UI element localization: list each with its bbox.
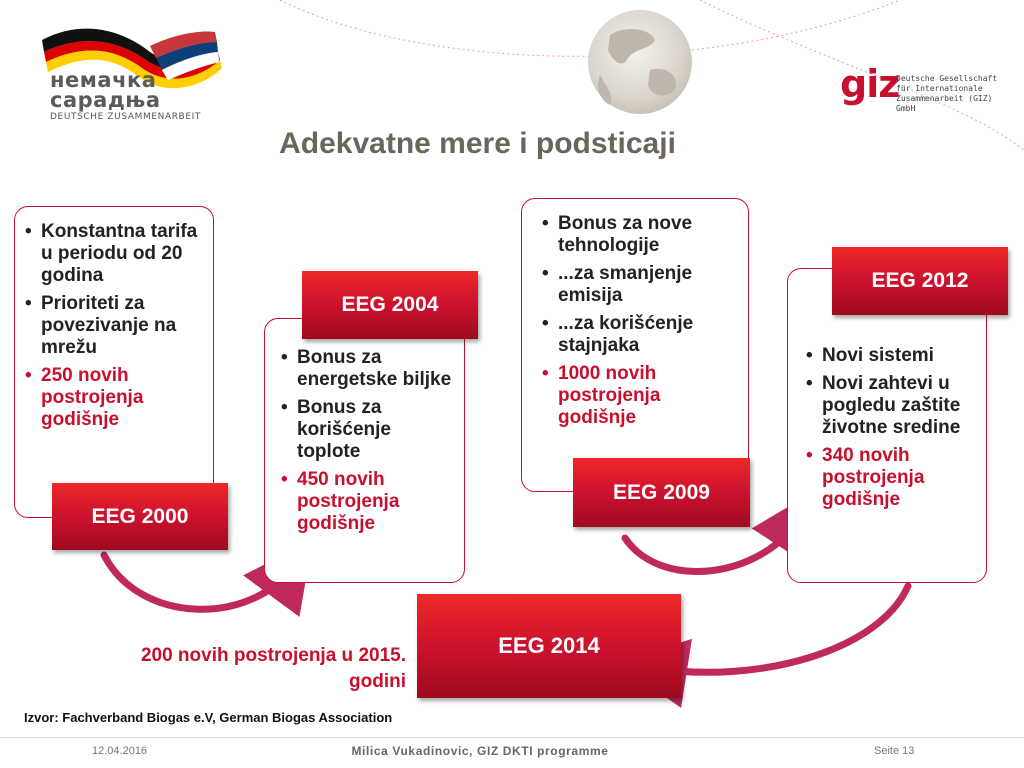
stage-label-eeg-2012: EEG 2012: [832, 247, 1008, 315]
footer-page-number: Seite 13: [874, 745, 915, 757]
logo-text-line1: немачка: [50, 68, 157, 92]
list-item: • Prioriteti za povezivanje na mrežu: [19, 293, 203, 359]
giz-name-line2: für Internationale: [896, 84, 983, 93]
logo-text-line3: DEUTSCHE ZUSAMMENARBEIT: [50, 112, 201, 122]
stage-box-eeg-2004: [264, 318, 465, 583]
list-item-highlight: • 1000 novih postrojenja godišnje: [536, 363, 740, 429]
giz-logo: [838, 62, 1008, 113]
arrow-2012-to-2014: [652, 586, 908, 672]
list-item: • Novi zahtevi u pogledu zaštite životne sredine: [800, 373, 980, 439]
list-item-highlight: • 250 novih postrojenja godišnje: [19, 365, 203, 431]
list-item: • Novi sistemi: [800, 345, 980, 367]
stage-box-eeg-2000: [14, 206, 214, 518]
list-item: • ...za smanjenje emisija: [536, 263, 740, 307]
stage-label-eeg-2004: EEG 2004: [302, 271, 478, 339]
stage-list-eeg-2004: [275, 347, 456, 535]
stage-label-eeg-2000: EEG 2000: [52, 483, 228, 550]
list-item: • Bonus za energetske biljke: [275, 347, 456, 391]
note-2015: 200 novih postrojenja u 2015. godini: [140, 645, 406, 692]
stage-label-eeg-2009: EEG 2009: [573, 458, 750, 527]
list-item: • Konstantna tarifa u periodu od 20 godina: [19, 221, 203, 287]
footer-divider: [0, 737, 1024, 738]
stage-box-eeg-2012: [787, 268, 987, 583]
stage-list-eeg-2012: [800, 345, 980, 511]
stage-box-eeg-2009: [521, 198, 749, 492]
giz-mark: giz: [840, 62, 900, 106]
globe-icon: [588, 10, 692, 114]
german-cooperation-logo: [38, 22, 228, 122]
stage-label-eeg-2014: EEG 2014: [417, 594, 681, 698]
list-item: • ...za korišćenje stajnjaka: [536, 313, 740, 357]
footer-author: Milica Vukadinovic, GIZ DKTI programme: [351, 744, 609, 758]
list-item-highlight: • 450 novih postrojenja godišnje: [275, 469, 456, 535]
source-note: Izvor: Fachverband Biogas e.V, German Biogas Association: [24, 710, 393, 725]
slide-title: Adekvatne mere i podsticaji: [279, 127, 676, 160]
giz-name: [896, 74, 1008, 114]
list-item: • Bonus za korišćenje toplote: [275, 397, 456, 463]
giz-name-line3: Zusammenarbeit (GIZ) GmbH: [896, 94, 993, 113]
logo-text-line2: сарадња: [50, 88, 161, 112]
giz-name-line1: Deutsche Gesellschaft: [896, 74, 998, 83]
list-item-highlight: • 340 novih postrojenja godišnje: [800, 445, 980, 511]
footer-date: 12.04.2016: [92, 745, 148, 757]
stage-list-eeg-2000: [19, 221, 203, 431]
stage-list-eeg-2009: [536, 213, 740, 429]
list-item: • Bonus za nove tehnologije: [536, 213, 740, 257]
